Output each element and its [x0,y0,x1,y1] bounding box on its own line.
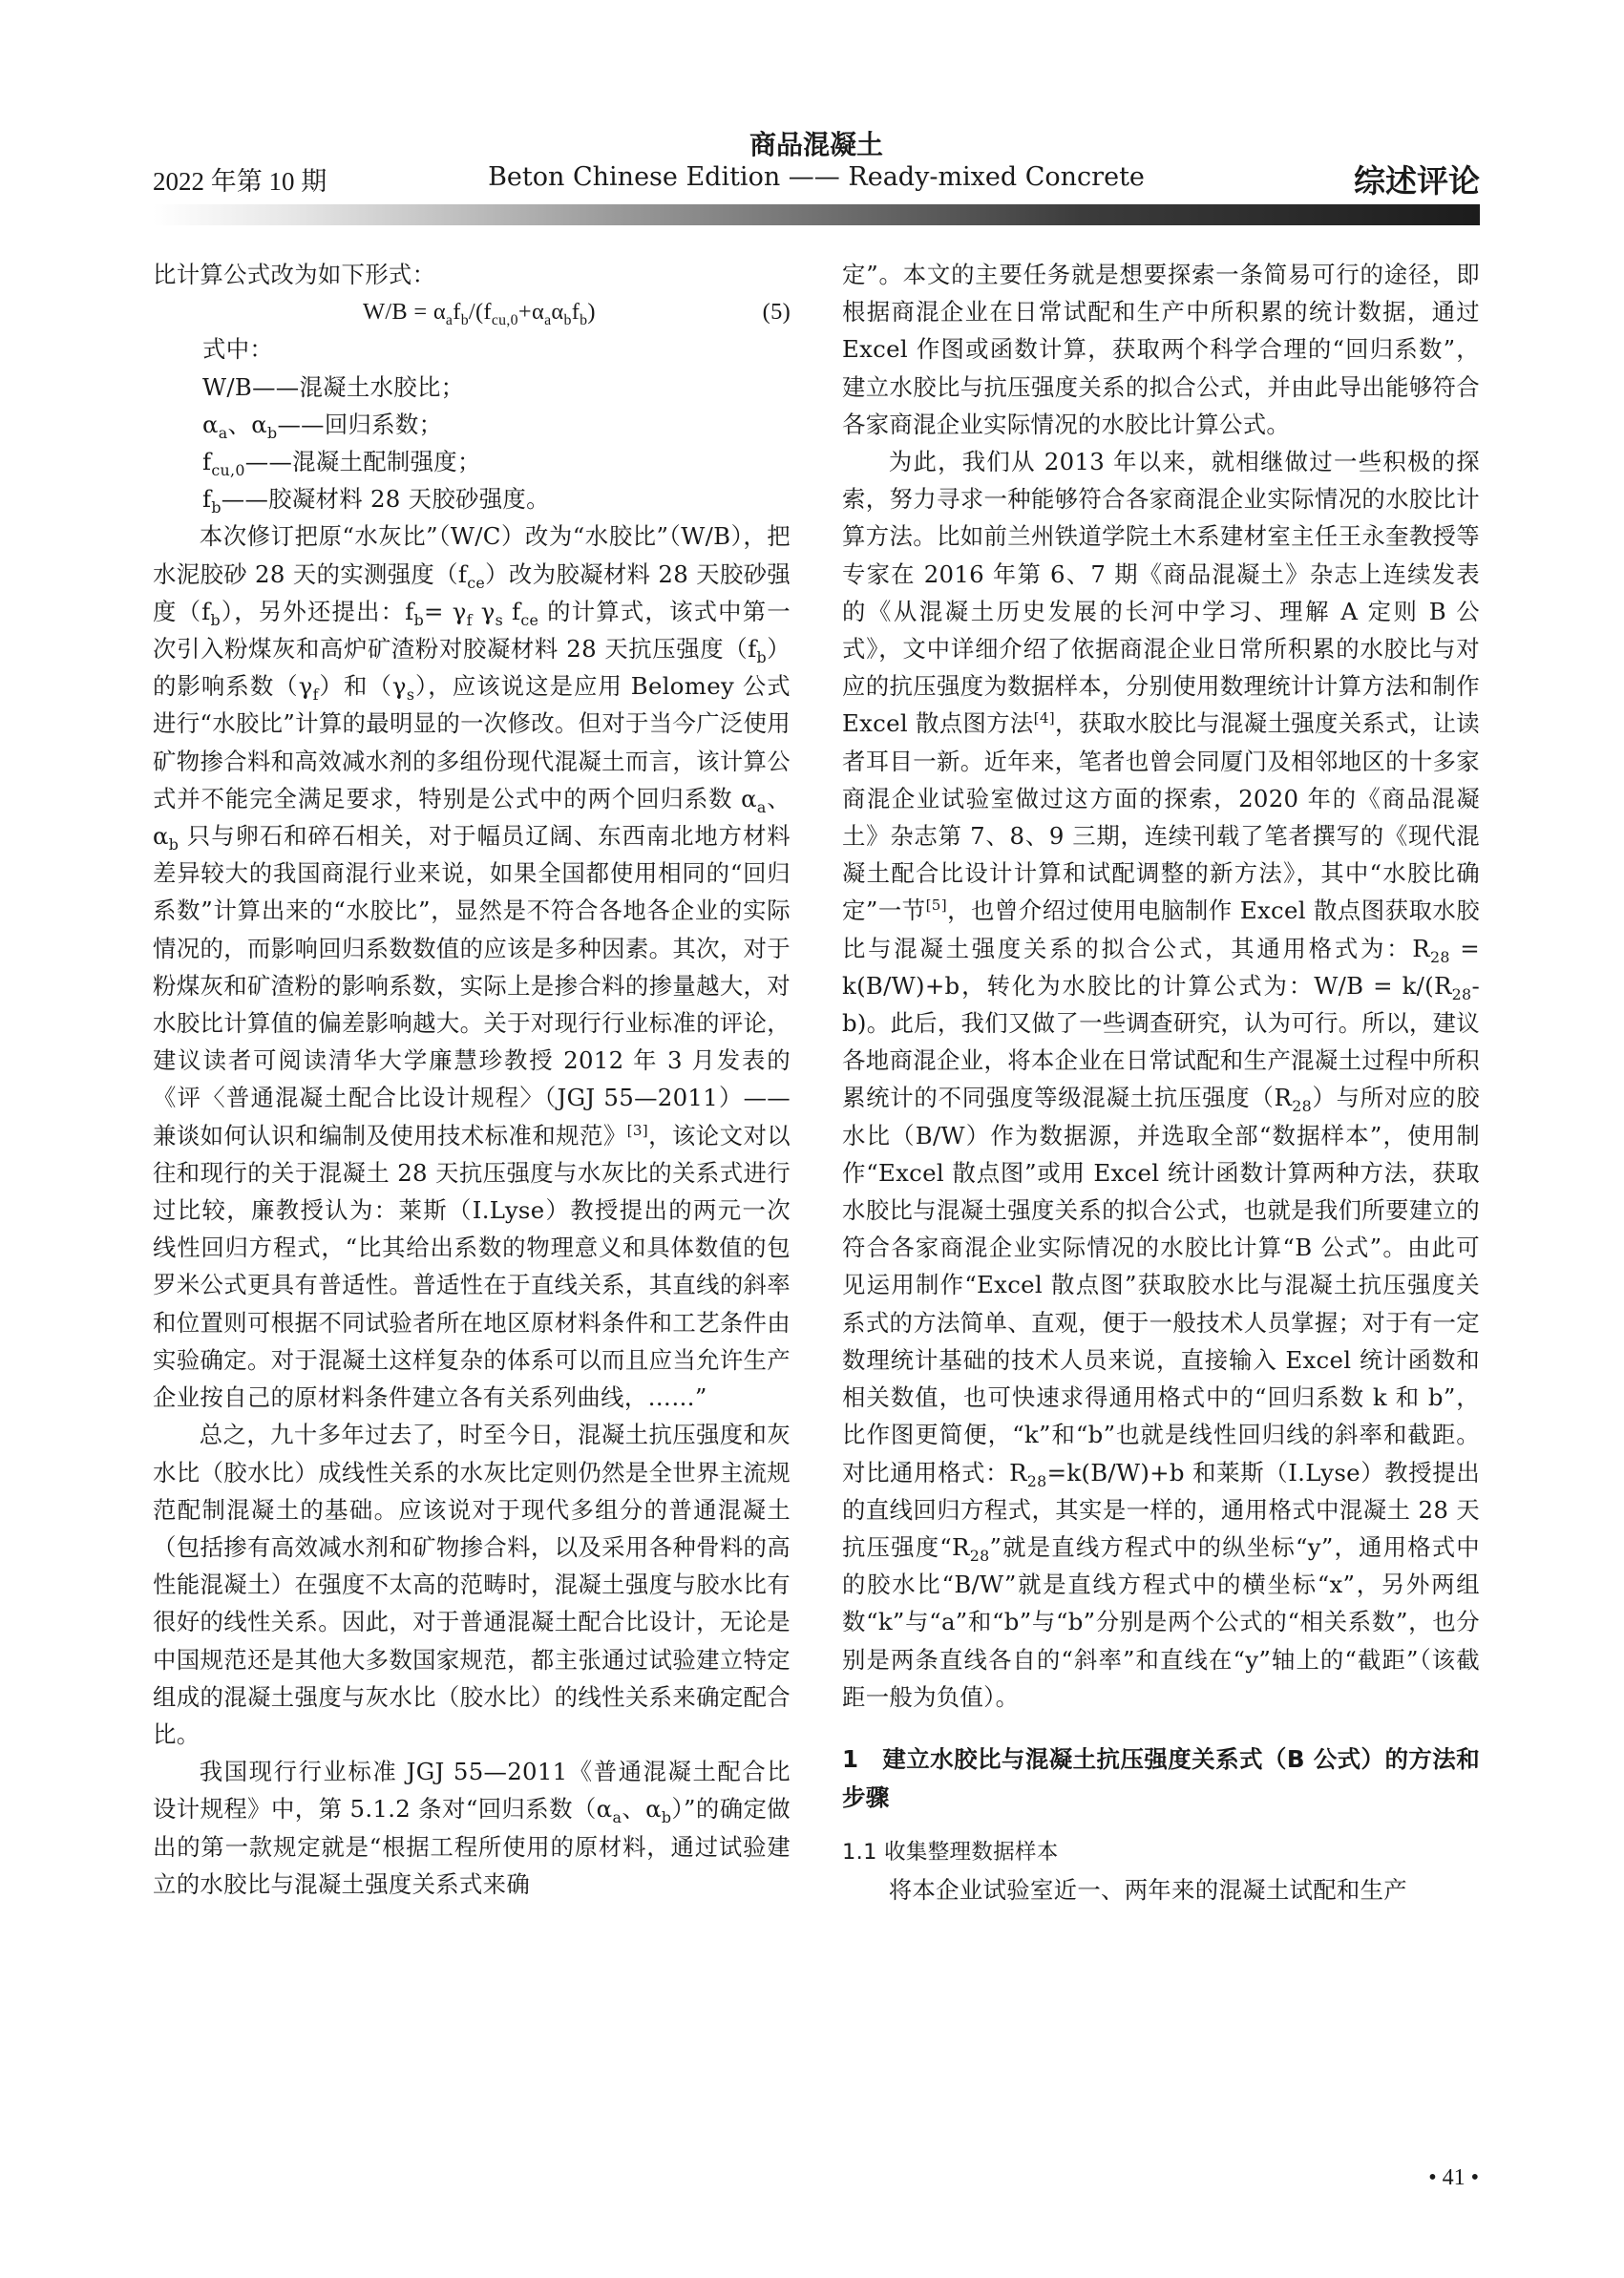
subsection-heading: 1.1 收集整理数据样本 [842,1839,1059,1865]
paragraph: 比计算公式改为如下形式： [153,261,436,288]
paragraph: 我国现行行业标准 JGJ 55—2011《普通混凝土配合比设计规程》中，第 5.1.2 条对“回归系数（$\alpha_a$、$\alpha_b$）”的确定做出的第一款规定就是“根据工程所使用的原材料，通过试验建立的水胶比与混凝土强度关系式来确 [153,1758,791,1898]
formula-5 [153,293,791,330]
formula-number: (5) [762,299,791,326]
definition-item: W/B——混凝土水胶比； [202,372,465,401]
definition-item: $\alpha_a$、$\alpha_b——$回归系数； [202,410,443,442]
journal-title-cn: 商品混凝土 [749,129,883,160]
where-label: 式中： [202,335,274,364]
section-label: 综述评论 [1354,162,1480,200]
formula-expression: $W/B = \alpha_af_b/(f_{cu,0}+\alpha_a\alpha_bf_b)$ [363,299,596,329]
paragraph: 本次修订把原“水灰比”（W/C）改为“水胶比”（W/B），把水泥胶砂 28 天的实测强度$(f_{ce})$改为胶凝材料 28 天胶砂强度$(f_b)$，另外还提出：$f_b= \gamma_f$ $\gamma_s$ $f_{ce}$ 的计算式，该式中第一次引入粉煤灰和高炉矿渣粉对胶凝材料 28 天抗压强度$(f_b)$的影响系数$(\gamma_f)$和$(\gamma_s)$，应该说这是应用 Belomey 公式进行“水胶比”计算的最明显的一次修改。但对于当今广泛使用矿物掺合料和高效减水剂的多组份现代混凝土而言，该计算公式并不能完全满足要求，特别是公式中的两个回归系数 $\alpha_a$、$\alpha_b$ 只与卵石和碎石相关，对于幅员辽阔、东西南北地方材料差异较大的我国商混行业来说，如果全国都使用相同的“回归系数”计算出来的“水胶比”，显然是不符合各地各企业的实际情况的，而影响回归系数数值的应该是多种因素。其次，对于粉煤灰和矿渣粉的影响系数，实际上是掺合料的掺量越大，对水胶比计算值的偏差影响越大。关于对现行行业标准的评论，建议读者可阅读清华大学廉慧珍教授 2012 年 3 月发表的《评〈普通混凝土配合比设计规程〉（JGJ 55—2011）——兼谈如何认识和编制及使用技术标准和规范》[3]，该论文对以往和现行的关于混凝土 28 天抗压强度与水灰比的关系式进行过比较，廉教授认为：莱斯（I.Lyse）教授提出的两元一次线性回归方程式，“比其给出系数的物理意义和具体数值的包罗米公式更具有普适性。普适性在于直线关系，其直线的斜率和位置则可根据不同试验者所在地区原材料条件和工艺条件由实验确定。对于混凝土这样复杂的体系可以而且应当允许生产企业按自己的原材料条件建立各有关系列曲线，……” [153,522,791,1412]
paragraph: 将本企业试验室近一、两年来的混凝土试配和生产 [888,1876,1407,1905]
right-column [842,256,1480,1909]
paragraph: 总之，九十多年过去了，时至今日，混凝土抗压强度和灰水比（胶水比）成线性关系的水灰比定则仍然是全世界主流规范配制混凝土的基础。应该说对于现代多组分的普通混凝土（包括掺有高效减水剂和矿物掺合料，以及采用各种骨料的高性能混凝土）在强度不太高的范畴时，混凝土强度与胶水比有很好的线性关系。因此，对于普通混凝土配合比设计，无论是中国规范还是其他大多数国家规范，都主张通过试验建立特定组成的混凝土强度与灰水比（胶水比）的线性关系来确定配合比。 [153,1421,791,1748]
section-heading: 1 建立水胶比与混凝土抗压强度关系式（B 公式）的方法和步骤 [842,1744,1480,1811]
definition-item: $f_{cu,0}——$混凝土配制强度； [202,448,481,479]
page-header [153,122,1480,199]
page-number: • 41 • [1428,2165,1479,2190]
journal-title-en: Beton Chinese Edition —— Ready-mixed Concrete [488,162,1145,192]
paragraph: 定”。本文的主要任务就是想要探索一条简易可行的途径，即根据商混企业在日常试配和生产中所积累的统计数据，通过 Excel 作图或函数计算，获取两个科学合理的“回归系数”，建立水胶比与抗压强度关系的拟合公式，并由此导出能够符合各家商混企业实际情况的水胶比计算公式。 [842,261,1480,438]
paragraph: 为此，我们从 2013 年以来，就相继做过一些积极的探索，努力寻求一种能够符合各家商混企业实际情况的水胶比计算方法。比如前兰州铁道学院土木系建材室主任王永奎教授等专家在 2016 年第 6、7 期《商品混凝土》杂志上连续发表的《从混凝土历史发展的长河中学习、理解 A 定则 B 公式》，文中详细介绍了依据商混企业日常所积累的水胶比与对应的抗压强度为数据样本，分别使用数理统计计算方法和制作 Excel 散点图方法[4]，获取水胶比与混凝土强度关系式，让读者耳目一新。近年来，笔者也曾会同厦门及相邻地区的十多家商混企业试验室做过这方面的探索，2020 年的《商品混凝土》杂志第 7、8、9 三期，连续刊载了笔者撰写的《现代混凝土配合比设计计算和试配调整的新方法》，其中“水胶比确定”一节[5]，也曾介绍过使用电脑制作 Excel 散点图获取水胶比与混凝土强度关系的拟合公式，其通用格式为：$R_{28} = k(B/W)+b$，转化为水胶比的计算公式为：$W/B = k/(R_{28}-b)$。此后，我们又做了一些调查研究，认为可行。所以，建议各地商混企业，将本企业在日常试配和生产混凝土过程中所积累统计的不同强度等级混凝土抗压强度$(R_{28})$与所对应的胶水比（B/W）作为数据源，并选取全部“数据样本”，使用制作“Excel 散点图”或用 Excel 统计函数计算两种方法，获取水胶比与混凝土强度关系的拟合公式，也就是我们所要建立的符合各家商混企业实际情况的水胶比计算“B 公式”。由此可见运用制作“Excel 散点图”获取胶水比与混凝土抗压强度关系式的方法简单、直观，便于一般技术人员掌握；对于有一定数理统计基础的技术人员来说，直接输入 Excel 统计函数和相关数值，也可快速求得通用格式中的“回归系数 k 和 b”，比作图更简便，“k”和“b”也就是线性回归线的斜率和截距。对比通用格式：$R_{28}=k(B/W)+b$ 和莱斯（I.Lyse）教授提出的直线回归方程式，其实是一样的，通用格式中混凝土 28 天抗压强度“$R_{28}$”就是直线方程式中的纵坐标“y”，通用格式中的胶水比“B/W”就是直线方程式中的横坐标“x”，另外两组数“k”与“a”和“b”与“b”分别是两个公式的“相关系数”，也分别是两条直线各自的“斜率”和直线在“y”轴上的“截距”（该截距一般为负值）。 [842,448,1481,1711]
definition-item: $f_b——$胶凝材料 28 天胶砂强度。 [202,485,550,517]
left-column [153,256,791,1903]
header-gradient-bar [153,204,1480,225]
issue-label: 2022 年第 10 期 [153,167,327,196]
